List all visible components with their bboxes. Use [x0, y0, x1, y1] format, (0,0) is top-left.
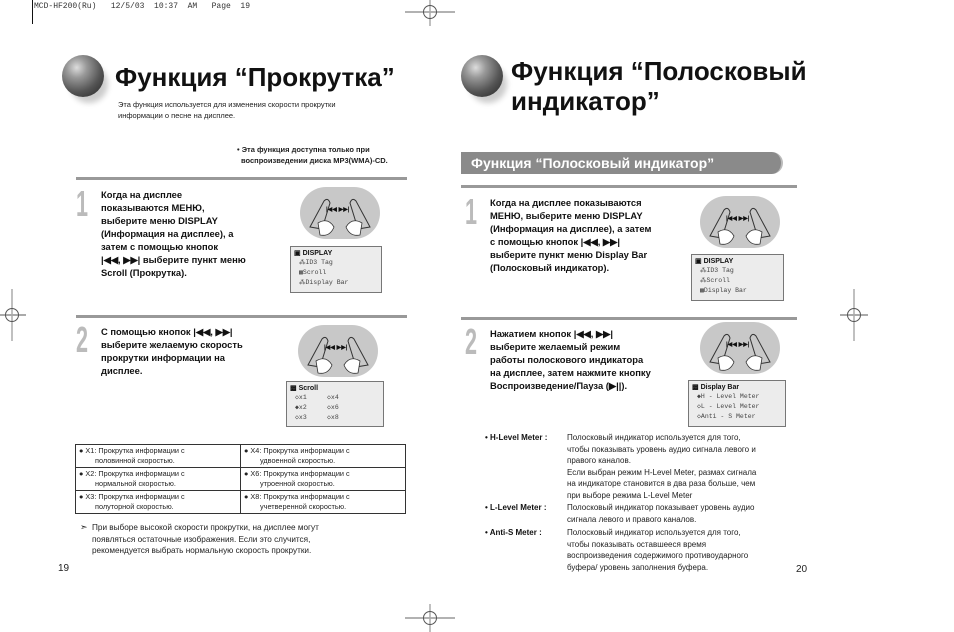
definition-label: • Anti-S Meter :	[485, 528, 542, 537]
lcd-item: ⁂ID3 Tag	[700, 267, 734, 274]
section-divider	[76, 315, 407, 318]
speed-key: ● X1:	[79, 446, 97, 455]
definition-label: • L-Level Meter :	[485, 503, 547, 512]
step-line: Когда на дисплее показываются	[490, 197, 642, 208]
table-cell	[76, 445, 241, 468]
step-line: |◀◀, ▶▶| выберите пункт меню	[101, 254, 246, 265]
definition-line: чтобы показывать оставшееся время	[567, 539, 707, 549]
step-line: (Полосковый индикатор).	[490, 262, 610, 273]
note-line: воспроизведении диска MP3(WMA)-CD.	[241, 156, 388, 165]
speed-key: ● X4:	[244, 446, 262, 455]
step-line: Нажатием кнопок |◀◀, ▶▶|	[490, 328, 614, 339]
speed-table	[75, 444, 406, 514]
speed-desc: Прокрутка информации с	[263, 446, 350, 455]
registration-mark-icon	[405, 0, 455, 26]
scroll-option-text: x1	[298, 394, 307, 401]
lcd-display-bar-menu	[688, 380, 786, 427]
bar-option-selected: ◆H - Level Meter	[697, 393, 760, 400]
step-number: 2	[76, 319, 89, 360]
lcd-title-text: Display Bar	[700, 384, 740, 391]
lcd-item: ⁂Scroll	[700, 277, 730, 284]
registration-mark-icon	[0, 289, 26, 341]
note-line: • Эта функция доступна только при	[237, 145, 370, 154]
speed-desc: Прокрутка информации с	[98, 469, 185, 478]
step-line: на дисплее, затем нажмите кнопку	[490, 367, 651, 378]
definition-text	[567, 432, 756, 501]
lcd-title-text: Scroll	[298, 385, 319, 392]
intro-text	[118, 99, 336, 121]
step-line: МЕНЮ, выберите меню DISPLAY	[490, 210, 643, 221]
step-line: Scroll (Прокрутка).	[101, 267, 187, 278]
intro-line: информации о песне на дисплее.	[118, 111, 236, 120]
table-row	[76, 445, 406, 468]
definition-line: буфера/ уровень заполнения буфера.	[567, 562, 709, 572]
step-number: 1	[76, 183, 89, 224]
definition-text	[567, 502, 754, 525]
lcd-title-text: DISPLAY	[302, 250, 333, 257]
table-cell	[76, 468, 241, 491]
lcd-item-selected: ▩Scroll	[299, 269, 327, 276]
lcd-item-text: Scroll	[302, 269, 327, 276]
hand-press-icon	[700, 196, 780, 248]
speed-key: ● X8:	[244, 492, 262, 501]
step-2-text	[101, 325, 281, 377]
definition-text	[567, 527, 748, 573]
speed-desc: Прокрутка информации с	[98, 492, 185, 501]
step-line: выберите желаемый режим	[490, 341, 621, 352]
step-line: (Информация на дисплее), а	[101, 228, 234, 239]
speed-key: ● X2:	[79, 469, 97, 478]
speed-desc: нормальной скоростью.	[95, 479, 176, 488]
speed-desc: Прокрутка информации с	[263, 492, 350, 501]
button-label: |◀◀ ▶▶|	[324, 345, 348, 351]
page-title	[511, 56, 807, 116]
definition-line: Полосковый индикатор используется для того,	[567, 528, 741, 537]
table-row	[76, 491, 406, 514]
definition-line: чтобы показывать уровень аудио сигнала левого и	[567, 444, 756, 454]
title-line: индикатор”	[511, 86, 660, 116]
definition-line: при выборе режима L-Level Meter	[567, 490, 693, 500]
scroll-option-text: x8	[330, 414, 339, 421]
speed-desc: половинной скоростью.	[95, 456, 175, 465]
bar-option: ◇Anti - S Meter	[697, 413, 756, 420]
page-number: 20	[796, 564, 808, 575]
bar-option-text: Anti - S Meter	[700, 413, 756, 420]
scroll-option-text: x2	[298, 404, 307, 411]
registration-mark-icon	[840, 289, 870, 341]
step-number: 1	[465, 191, 478, 232]
scroll-option-text: x4	[330, 394, 339, 401]
button-label: |◀◀ ▶▶|	[726, 342, 750, 348]
availability-note	[237, 144, 388, 166]
table-cell	[241, 468, 406, 491]
scroll-option: ◇x8	[327, 414, 339, 421]
lcd-item-text: Display Bar	[305, 279, 349, 286]
hand-press-icon	[298, 325, 378, 377]
scroll-option: ◇x4	[327, 394, 339, 401]
step-line: Воспроизведение/Пауза (▶||).	[490, 380, 628, 391]
crop-line	[32, 0, 33, 24]
lcd-title: ▣ DISPLAY	[294, 250, 333, 257]
page-number: 19	[58, 563, 70, 574]
lcd-display-menu	[691, 254, 784, 301]
table-cell	[241, 491, 406, 514]
section-divider	[76, 177, 407, 180]
lcd-display-menu	[290, 246, 382, 293]
lcd-title-text: DISPLAY	[703, 258, 734, 265]
sphere-icon	[461, 55, 503, 97]
button-label: |◀◀ ▶▶|	[726, 216, 750, 222]
sphere-icon	[62, 55, 104, 97]
hand-press-icon	[700, 322, 780, 374]
lcd-title: ▣ DISPLAY	[695, 258, 734, 265]
speed-desc: Прокрутка информации с	[98, 446, 185, 455]
definition-label: • H-Level Meter :	[485, 433, 548, 442]
section-divider	[461, 185, 797, 188]
scroll-option-text: x3	[298, 414, 307, 421]
step-line: Когда на дисплее	[101, 189, 183, 200]
lcd-item: ⁂Display Bar	[299, 279, 349, 286]
step-line: дисплее.	[101, 365, 143, 376]
table-cell	[76, 491, 241, 514]
step-2-text	[490, 327, 690, 392]
definition-line: Полосковый индикатор используется для того,	[567, 433, 741, 442]
speed-desc: Прокрутка информации с	[263, 469, 350, 478]
definition-line: правого каналов.	[567, 456, 631, 465]
table-cell	[241, 445, 406, 468]
bar-option: ◇L - Level Meter	[697, 403, 760, 410]
title-line: Функция “Полосковый	[511, 56, 807, 86]
speed-desc: полуторной скоростью.	[95, 502, 174, 511]
lcd-title: ▩ Scroll	[290, 385, 319, 392]
section-divider	[461, 317, 797, 320]
section-banner: Функция “Полосковый индикатор”	[461, 152, 783, 174]
registration-mark-icon	[405, 604, 455, 632]
definition-line: воспроизведения содержимого противоударного	[567, 551, 749, 560]
warning-line: При выборе высокой скорости прокрутки, на дисплее могут	[92, 523, 319, 532]
speed-desc: утроенной скоростью.	[260, 479, 335, 488]
step-line: выберите пункт меню Display Bar	[490, 249, 648, 260]
warning-line: рекомендуется выбрать нормальную скорость прокрутки.	[92, 546, 312, 555]
step-line: с помощью кнопок |◀◀, ▶▶|	[490, 236, 620, 247]
step-line: работы полоскового индикатора	[490, 354, 644, 365]
definition-line: Если выбран режим H-Level Meter, размах сигнала	[567, 467, 757, 477]
step-line: (Информация на дисплее), а затем	[490, 223, 652, 234]
lcd-item-selected: ▩Display Bar	[700, 287, 747, 294]
scroll-option: ◇x3	[295, 414, 307, 421]
lcd-title: ▩ Display Bar	[692, 384, 740, 391]
lcd-item-text: ID3 Tag	[706, 267, 734, 274]
page-title: Функция “Прокрутка”	[115, 62, 395, 92]
step-line: прокрутки информации на	[101, 352, 226, 363]
intro-line: Эта функция используется для изменения скорости прокрутки	[118, 100, 336, 109]
step-1-text	[490, 196, 690, 274]
warning-line: появляться остаточные изображения. Если это случится,	[92, 534, 311, 544]
print-header: MCD-HF200(Ru) 12/5/03 10:37 AM Page 19	[34, 2, 251, 11]
step-number: 2	[465, 321, 478, 362]
table-row	[76, 468, 406, 491]
warning-note	[80, 522, 319, 557]
hand-press-icon	[300, 187, 380, 239]
step-line: выберите меню DISPLAY	[101, 215, 218, 226]
step-line: затем с помощью кнопок	[101, 241, 219, 252]
scroll-option: ◇x6	[327, 404, 339, 411]
scroll-option-selected: ◆x2	[295, 404, 307, 411]
speed-desc: удвоенной скоростью.	[260, 456, 336, 465]
lcd-item-text: Scroll	[706, 277, 730, 284]
definition-line: сигнала левого и правого каналов.	[567, 514, 697, 524]
step-1-text	[101, 188, 276, 279]
speed-desc: учетверенной скоростью.	[260, 502, 347, 511]
lcd-scroll-menu	[286, 381, 384, 427]
step-line: показываются МЕНЮ,	[101, 202, 205, 213]
definition-line: Полосковый индикатор показывает уровень аудио	[567, 503, 755, 512]
lcd-item: ⁂ID3 Tag	[299, 259, 333, 266]
step-line: выберите желаемую скорость	[101, 339, 243, 350]
arrow-note-icon: ➣	[80, 522, 88, 532]
scroll-option: ◇x1	[295, 394, 307, 401]
speed-key: ● X3:	[79, 492, 97, 501]
bar-option-text: H - Level Meter	[700, 393, 760, 400]
definition-line: на индикаторе становится в два раза больше, чем	[567, 479, 756, 488]
button-label: |◀◀ ▶▶|	[326, 207, 350, 213]
bar-option-text: L - Level Meter	[700, 403, 760, 410]
lcd-item-text: Display Bar	[703, 287, 747, 294]
speed-key: ● X6:	[244, 469, 262, 478]
scroll-option-text: x6	[330, 404, 339, 411]
lcd-item-text: ID3 Tag	[305, 259, 333, 266]
step-line: С помощью кнопок |◀◀, ▶▶|	[101, 326, 233, 337]
